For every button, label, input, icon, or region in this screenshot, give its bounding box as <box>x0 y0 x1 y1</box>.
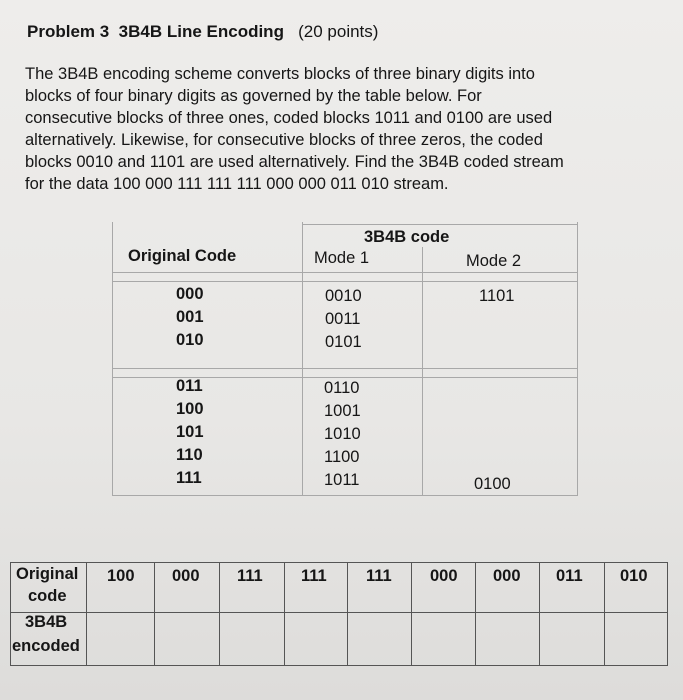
header-3b4b-code: 3B4B code <box>364 228 450 246</box>
header-mode-2: Mode 2 <box>466 252 522 270</box>
header-mode-1: Mode 1 <box>314 249 370 267</box>
original-codes-block-2: 011 100 101 110 111 <box>176 377 204 487</box>
answer-table <box>10 562 668 666</box>
data-cell: 011 <box>556 567 583 585</box>
data-cell: 000 <box>493 567 521 585</box>
row-label-original: Original <box>16 565 79 583</box>
encoding-table <box>112 222 578 496</box>
original-codes-block-1: 000 001 010 <box>176 285 204 349</box>
data-cell: 000 <box>430 567 458 585</box>
row-label-encoded: encoded <box>12 637 80 655</box>
mode2-codes-block-1: 1101 <box>479 287 515 305</box>
data-cell: 111 <box>301 567 327 585</box>
problem-statement: The 3B4B encoding scheme converts blocks of three binary digits into blocks of four binary digits as governed by the table below. For consecutive blocks of three ones, coded blocks 1011 and 0100 are used alternatively. Likewise, for consecutive blocks of three zeros, the coded blocks 0010 and 1101 are used alternatively. Find the 3B4B coded stream for the data 100 000 111 111 111 000 000 011 010 stream. <box>25 65 564 193</box>
data-cell: 010 <box>620 567 648 585</box>
header-original-code: Original Code <box>128 247 237 265</box>
data-cell: 111 <box>237 567 263 585</box>
row-label-code: code <box>28 587 67 605</box>
problem-title: Problem 3 3B4B Line Encoding (20 points) <box>27 22 379 41</box>
data-cell: 000 <box>172 567 200 585</box>
row-label-3b4b: 3B4B <box>25 613 68 631</box>
mode1-codes-block-2: 0110 1001 1010 1100 1011 <box>324 379 361 489</box>
data-cell: 100 <box>107 567 135 585</box>
data-cell: 111 <box>366 567 392 585</box>
mode1-codes-block-1: 0010 0011 0101 <box>325 287 362 351</box>
mode2-codes-block-2: 0100 <box>474 475 511 493</box>
